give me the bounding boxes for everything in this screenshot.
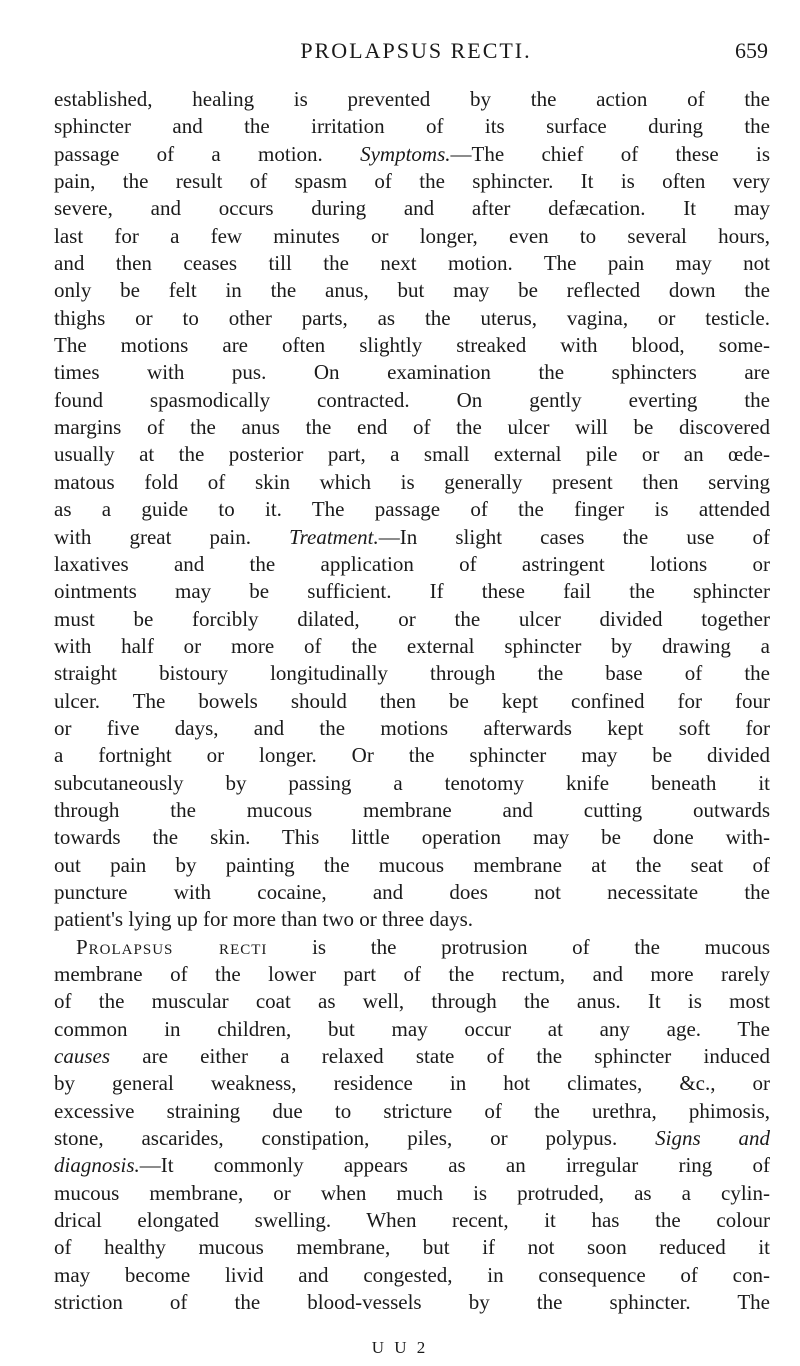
body-text: [54, 86, 770, 1316]
text-run: laxatives and the application of astringent lotions or: [54, 551, 770, 576]
text-run: is the protrusion of the mucous: [267, 934, 770, 959]
text-line: [54, 1125, 770, 1152]
text-run: established, healing is prevented by the action of the: [54, 87, 770, 111]
text-run: drical elongated swelling. When recent, it has the colour: [54, 1208, 770, 1233]
italic-heading: diagnosis.: [54, 1153, 140, 1178]
text-line: [54, 742, 770, 769]
text-line: [54, 223, 770, 250]
text-run: —In slight cases the use of: [378, 524, 770, 549]
text-line: [54, 1289, 770, 1316]
text-line: [54, 469, 770, 496]
italic-heading: causes: [54, 1044, 110, 1069]
text-run: patient's lying up for more than two or three days.: [54, 907, 474, 932]
text-line: [54, 578, 770, 605]
text-line: [54, 195, 770, 222]
text-run: ointments may be sufficient. If these fail the sphincter: [54, 579, 770, 604]
text-run: excessive straining due to stricture of the urethra, phimosis,: [54, 1098, 770, 1123]
text-line: [54, 1152, 770, 1179]
text-line: [54, 86, 770, 113]
text-run: striction of the blood-vessels by the sphincter. The: [54, 1290, 770, 1315]
italic-heading: Treatment.: [289, 524, 379, 549]
text-line: [54, 1234, 770, 1261]
text-run: passage of a motion.: [54, 141, 361, 166]
text-line: [54, 387, 770, 414]
text-line: [54, 1207, 770, 1234]
text-line: [54, 496, 770, 523]
text-run: subcutaneously by passing a tenotomy knife beneath it: [54, 770, 770, 795]
text-run: must be forcibly dilated, or the ulcer divided together: [54, 606, 770, 631]
text-run: straight bistoury longitudinally through the base of the: [54, 661, 770, 686]
text-line: [54, 277, 770, 304]
text-run: with great pain.: [54, 524, 290, 549]
text-line: [54, 305, 770, 332]
text-line: [54, 988, 770, 1015]
text-run: through the mucous membrane and cutting outwards: [54, 797, 770, 822]
text-line: [54, 1098, 770, 1125]
text-run: of healthy mucous membrane, but if not soon reduced it: [54, 1235, 770, 1260]
text-line: [54, 414, 770, 441]
running-head: [64, 38, 768, 68]
text-run: out pain by painting the mucous membrane at the seat of: [54, 852, 770, 877]
text-run: —It commonly appears as an irregular ring of: [139, 1153, 770, 1178]
text-run: —The chief of these is: [450, 141, 770, 166]
text-run: or five days, and the motions afterwards kept soft for: [54, 715, 770, 740]
text-line: [54, 961, 770, 988]
text-line: [54, 141, 770, 168]
text-line: [54, 633, 770, 660]
text-line: [54, 797, 770, 824]
text-run: mucous membrane, or when much is protruded, as a cylin-: [54, 1180, 770, 1205]
text-run: usually at the posterior part, a small external pile or an œde-: [54, 442, 770, 467]
text-run: are either a relaxed state of the sphincter induced: [110, 1044, 770, 1069]
text-run: margins of the anus the end of the ulcer will be discovered: [54, 415, 770, 440]
text-line: [54, 879, 770, 906]
text-run: may become livid and congested, in consequence of con-: [54, 1262, 770, 1287]
text-line: [54, 852, 770, 879]
text-line: [54, 332, 770, 359]
text-run: last for a few minutes or longer, even to several hours,: [54, 223, 770, 248]
text-line: [54, 688, 770, 715]
text-line: [54, 168, 770, 195]
text-line: [54, 770, 770, 797]
text-line: [54, 1262, 770, 1289]
signature-mark: U U 2: [371, 1338, 429, 1357]
text-line: [54, 551, 770, 578]
text-run: severe, and occurs during and after defæcation. It may: [54, 196, 770, 221]
text-line: [54, 906, 770, 933]
text-run: puncture with cocaine, and does not necessitate the: [54, 879, 770, 904]
text-run: The motions are often slightly streaked with blood, some-: [54, 333, 770, 358]
text-line: [54, 824, 770, 851]
italic-heading: Symptoms.: [360, 141, 451, 166]
text-line: [54, 606, 770, 633]
text-line: [54, 1043, 770, 1070]
text-run: only be felt in the anus, but may be reflected down the: [54, 278, 770, 303]
text-run: and then ceases till the next motion. The pain may not: [54, 251, 770, 276]
text-run: matous fold of skin which is generally present then serving: [54, 469, 770, 494]
text-run: common in children, but may occur at any age. The: [54, 1016, 770, 1041]
text-line: [54, 441, 770, 468]
text-line: [54, 113, 770, 140]
text-run: found spasmodically contracted. On gently everting the: [54, 387, 770, 412]
text-line: [54, 250, 770, 277]
text-line: [54, 660, 770, 687]
text-run: ulcer. The bowels should then be kept confined for four: [54, 688, 770, 713]
text-line: [54, 359, 770, 386]
text-run: a fortnight or longer. Or the sphincter may be divided: [54, 743, 770, 768]
text-run: membrane of the lower part of the rectum, and more rarely: [54, 962, 770, 986]
text-line: [54, 524, 770, 551]
page-number: 659: [735, 38, 768, 63]
text-run: thighs or to other parts, as the uterus, vagina, or testicle.: [54, 305, 770, 330]
text-line: [54, 1180, 770, 1207]
text-run: by general weakness, residence in hot climates, &c., or: [54, 1071, 770, 1096]
text-run: pain, the result of spasm of the sphincter. It is often very: [54, 169, 770, 194]
text-run: sphincter and the irritation of its surface during the: [54, 114, 770, 139]
text-line: [54, 934, 770, 961]
running-title: PROLAPSUS RECTI.: [300, 38, 532, 63]
text-run: with half or more of the external sphincter by drawing a: [54, 633, 770, 658]
text-run: towards the skin. This little operation may be done with-: [54, 825, 770, 850]
text-run: as a guide to it. The passage of the finger is attended: [54, 497, 770, 522]
text-run: of the muscular coat as well, through the anus. It is most: [54, 989, 770, 1014]
text-line: [54, 1016, 770, 1043]
italic-heading: Signs and: [655, 1126, 770, 1151]
text-run: stone, ascarides, constipation, piles, or polypus.: [54, 1126, 656, 1151]
section-heading: Prolapsus recti: [76, 934, 268, 959]
text-line: [54, 715, 770, 742]
text-run: times with pus. On examination the sphincters are: [54, 360, 770, 385]
text-line: [54, 1070, 770, 1097]
